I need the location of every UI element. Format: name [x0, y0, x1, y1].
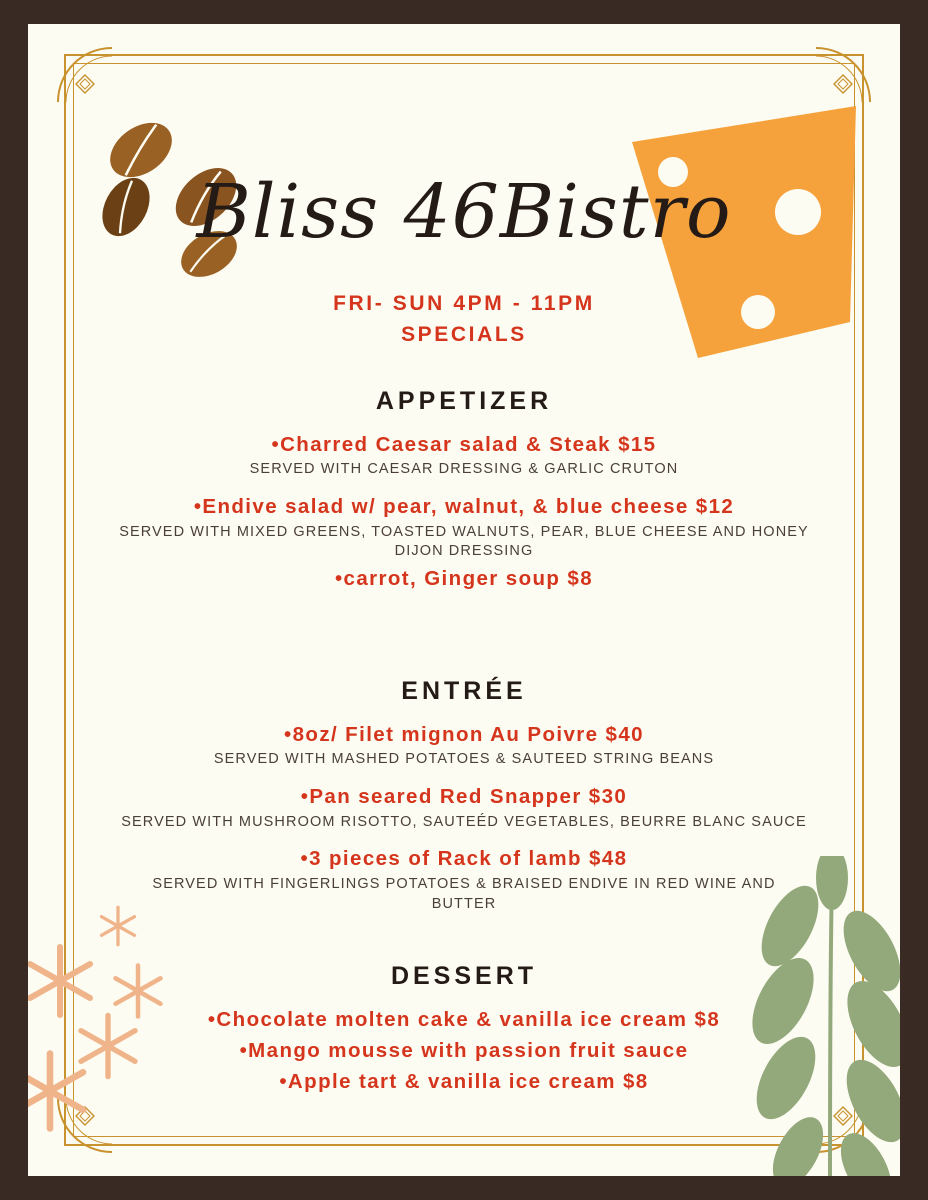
section-heading-dessert: DESSERT — [390, 962, 538, 991]
menu-item-name: •Charred Caesar salad & Steak $15 — [271, 432, 657, 456]
menu-content — [88, 169, 840, 1097]
menu-item-description: SERVED WITH FINGERLINGS POTATOES & BRAISED ENDIVE IN RED WINE AND BUTTER — [152, 876, 776, 912]
section-heading-appetizer: APPETIZER — [375, 386, 553, 415]
hours-line-1: FRI- SUN 4PM - 11PM — [333, 291, 595, 315]
menu-item-name: •Apple tart & vanilla ice cream $8 — [279, 1069, 649, 1093]
menu-item-name: •8oz/ Filet mignon Au Poivre $40 — [284, 722, 644, 746]
menu-item — [88, 782, 840, 832]
menu-item — [88, 720, 840, 770]
menu-item-name: •3 pieces of Rack of lamb $48 — [300, 847, 628, 871]
sparkle-icon — [28, 1054, 83, 1129]
hours-block — [88, 288, 840, 351]
menu-item-description: SERVED WITH MASHED POTATOES & SAUTEED STRING BEANS — [213, 751, 715, 768]
section-heading-entree: ENTRÉE — [401, 676, 527, 705]
menu-poster — [28, 24, 900, 1176]
menu-item — [88, 492, 840, 562]
sparkle-icon — [30, 947, 90, 1015]
hours-line-2: SPECIALS — [401, 323, 527, 347]
menu-item-name: •Endive salad w/ pear, walnut, & blue cheese $12 — [193, 495, 735, 518]
corner-ornament-icon — [54, 44, 116, 106]
menu-item-description: SERVED WITH CAESAR DRESSING & GARLIC CRUTON — [249, 461, 679, 478]
menu-item — [88, 844, 840, 914]
menu-item-description: SERVED WITH MUSHROOM RISOTTO, SAUTEÉD VEGETABLES, BEURRE BLANC SAUCE — [121, 813, 807, 830]
menu-item-name: •Pan seared Red Snapper $30 — [300, 784, 628, 808]
menu-item — [88, 564, 840, 595]
page-title: Bliss 46Bistro — [196, 169, 732, 255]
menu-item-name: •Chocolate molten cake & vanilla ice cream $8 — [207, 1008, 721, 1032]
menu-item-description: SERVED WITH MIXED GREENS, TOASTED WALNUTS, PEAR, BLUE CHEESE AND HONEY DIJON DRESSING — [119, 523, 809, 560]
menu-item-name: •carrot, Ginger soup $8 — [334, 566, 594, 590]
menu-item — [88, 430, 840, 480]
menu-item-name: •Mango mousse with passion fruit sauce — [239, 1038, 689, 1062]
